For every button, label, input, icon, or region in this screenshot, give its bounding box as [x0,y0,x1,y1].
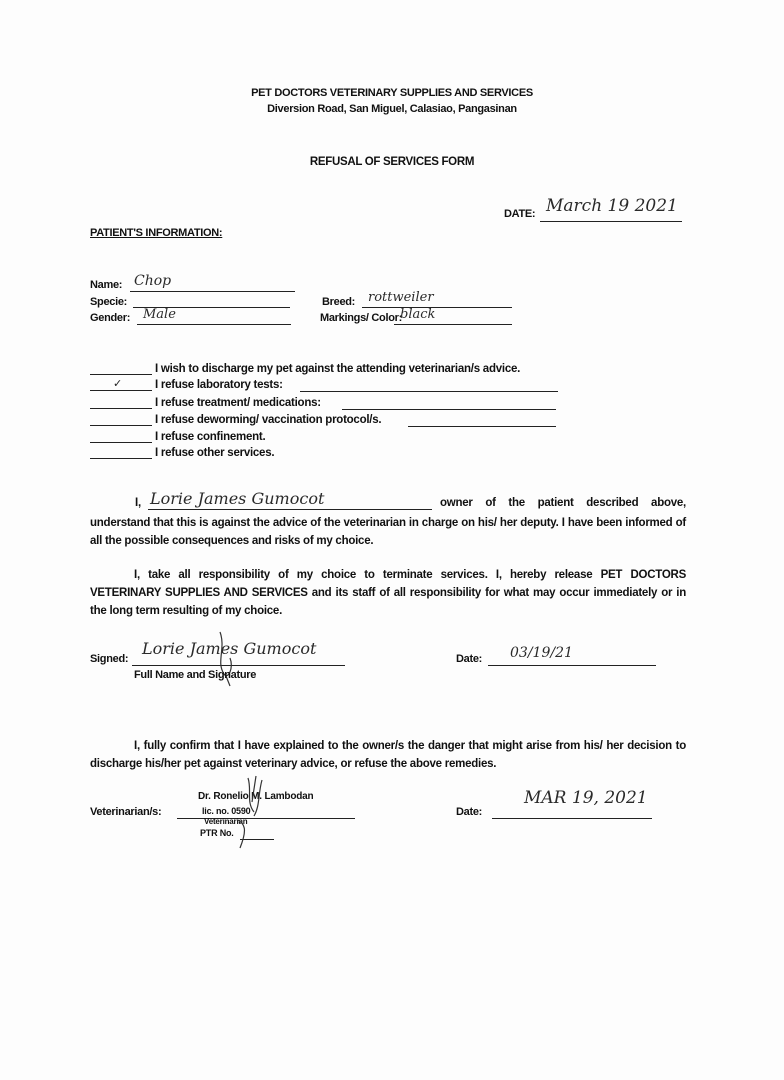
vet-stamp-license: lic. no. 0590 [202,806,251,816]
owner-suffix: owner of the patient described above, [440,497,686,509]
vet-signature-icon [218,772,288,852]
option-confinement: I refuse confinement. [155,431,266,443]
vet-stamp-title: Veterinarian [204,817,248,826]
date-value[interactable]: March 19 2021 [546,196,678,216]
markings-label: Markings/ Color: [320,312,402,324]
gender-label: Gender: [90,312,131,324]
option-lab-tests: I refuse laboratory tests: [155,379,283,391]
vet-stamp-name: Dr. Ronelio M. Lambodan [198,791,314,802]
signature-caption: Full Name and Signature [134,669,257,681]
name-label: Name: [90,279,123,291]
option-deworming: I refuse deworming/ vaccination protocol/s. [155,414,382,426]
confirm-statement: I, fully confirm that I have explained to the owner/s the danger that might arise from his/ her decision to discharge his/her pet against veterinary advice, or refuse the above remedies. [90,740,686,770]
vet-date-value[interactable]: MAR 19, 2021 [524,788,648,808]
clinic-address: Diversion Road, San Miguel, Calasiao, Pangasinan [267,103,517,115]
markings-value[interactable]: black [400,307,436,322]
owner-statement-text: understand that this is against the advice of the veterinarian in charge on his/ her deputy. I have been informed of all the possible consequences and risks of my choice. [90,517,686,547]
vet-date-label: Date: [456,806,483,818]
owner-signature[interactable]: Lorie James Gumocot [142,639,317,658]
gender-value[interactable]: Male [143,307,176,322]
signed-date-value[interactable]: 03/19/21 [510,645,573,661]
date-label: DATE: [504,208,536,220]
veterinarian-label: Veterinarian/s: [90,806,162,818]
breed-label: Breed: [322,296,356,308]
owner-name[interactable]: Lorie James Gumocot [150,489,325,508]
option-treatment: I refuse treatment/ medications: [155,397,321,409]
breed-value[interactable]: rottweiler [368,290,434,305]
owner-prefix: I, [135,497,141,509]
signed-label: Signed: [90,653,129,665]
form-title: REFUSAL OF SERVICES FORM [309,156,475,168]
clinic-name: PET DOCTORS VETERINARY SUPPLIES AND SERVICES [251,87,533,99]
patient-section-title: PATIENT'S INFORMATION: [90,227,223,239]
name-value[interactable]: Chop [134,273,172,289]
option-discharge: I wish to discharge my pet against the attending veterinarian/s advice. [155,363,521,375]
release-statement: I, take all responsibility of my choice to terminate services. I, hereby release PET DOCTORS VETERINARY SUPPLIES AND SERVICES and its staff of all responsibility for what may occur immediately or in the long term resulting of my choice. [90,569,686,617]
option-lab-tests-mark[interactable]: ✓ [113,378,123,390]
vet-stamp-ptr: PTR No. [200,828,234,838]
specie-label: Specie: [90,296,128,308]
signed-date-label: Date: [456,653,483,665]
option-other: I refuse other services. [155,447,275,459]
